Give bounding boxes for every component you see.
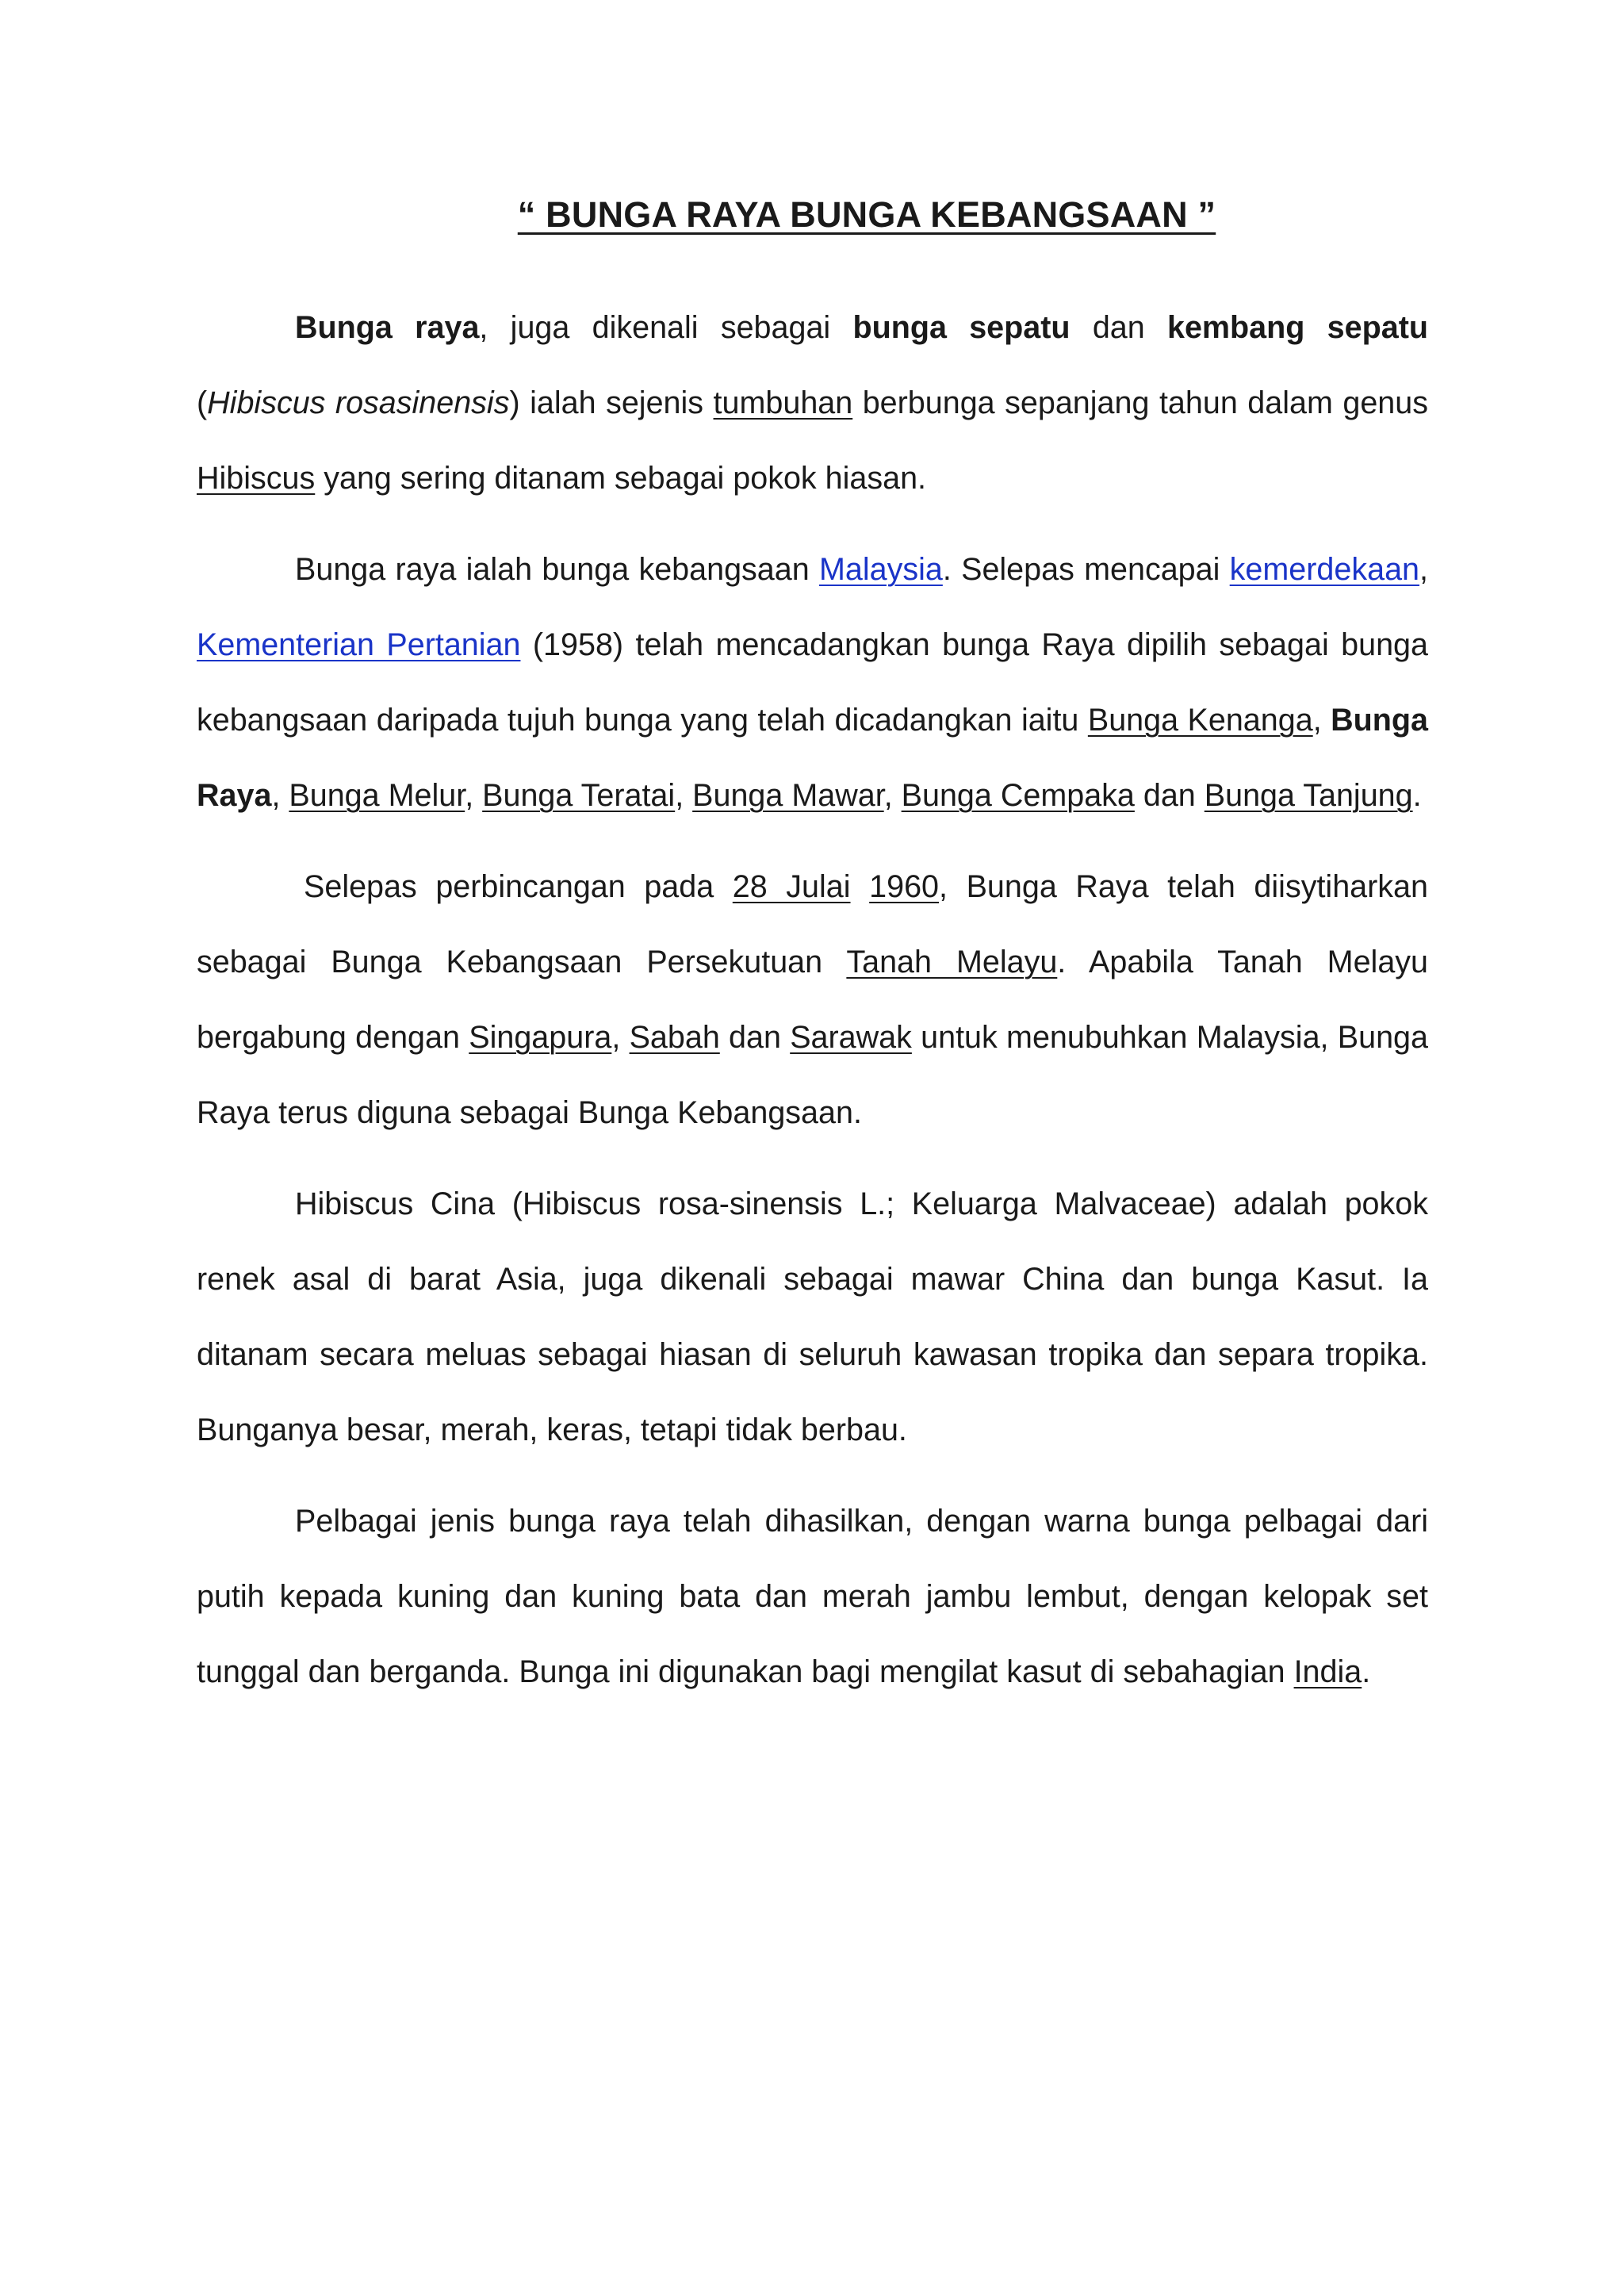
document-title-text: “ BUNGA RAYA BUNGA KEBANGSAAN ” — [517, 194, 1216, 235]
link-kementerian-pertanian[interactable]: Kementerian Pertanian — [197, 627, 521, 662]
text-run: yang sering ditanam sebagai pokok hiasan. — [315, 461, 927, 496]
link-bunga-tanjung[interactable]: Bunga Tanjung — [1204, 778, 1413, 813]
text-run: , — [465, 778, 483, 813]
link-28-julai[interactable]: 28 Julai — [732, 869, 851, 904]
text-run: , — [883, 778, 902, 813]
text-run: dan — [719, 1020, 791, 1055]
text-run: Bunga raya ialah bunga kebangsaan — [295, 552, 819, 587]
text-run: , — [1312, 703, 1331, 738]
text-run: , — [1419, 552, 1428, 587]
text-run: berbunga sepanjang tahun dalam genus — [852, 385, 1428, 420]
text-run: (1958) telah mencadangkan bunga Raya dipilih sebagai bunga kebangsaan daripada tujuh bunga yang telah dicadangkan iaitu — [197, 627, 1428, 738]
link-bunga-kenanga[interactable]: Bunga Kenanga — [1087, 703, 1313, 738]
text-run: . Apabila Tanah Melayu bergabung dengan — [197, 945, 1429, 1055]
text-run: , — [611, 1020, 630, 1055]
text-run: , juga dikenali sebagai — [479, 310, 853, 345]
text-run: . — [1412, 778, 1422, 813]
text-run: Pelbagai jenis bunga raya telah dihasilkan, dengan warna bunga pelbagai dari putih kepada kuning dan kuning bata dan merah jambu lembut, dengan kelopak set tunggal dan berganda. Bunga ini digunakan bagi mengilat kasut di sebahagian — [197, 1504, 1428, 1689]
paragraph-hibiscus-cina — [197, 1167, 1428, 1468]
link-kemerdekaan[interactable]: kemerdekaan — [1229, 552, 1420, 587]
link-india[interactable]: India — [1293, 1654, 1362, 1689]
paragraph-varieties — [197, 1484, 1428, 1710]
text-run: dan — [1134, 778, 1205, 813]
document-body — [197, 290, 1428, 1726]
paragraph-definition — [197, 290, 1428, 516]
term-bunga-raya-bold: Bunga Raya — [197, 703, 1429, 813]
text-run: , Bunga Raya telah diisytiharkan sebagai Bunga Kebangsaan Persekutuan — [197, 869, 1428, 979]
text-run: , — [675, 778, 693, 813]
link-tumbuhan[interactable]: tumbuhan — [713, 385, 853, 420]
text-run: dan — [1070, 310, 1167, 345]
paragraph-national-flower — [197, 532, 1428, 834]
term-kembang-sepatu: kembang sepatu — [1167, 310, 1428, 345]
text-run: Hibiscus Cina (Hibiscus rosa-sinensis L.; Keluarga Malvaceae) adalah pokok renek asal di barat Asia, juga dikenali sebagai mawar China dan bunga Kasut. Ia ditanam secara meluas sebagai hiasan di seluruh kawasan tropika dan separa tropika. Bunganya besar, merah, keras, tetapi tidak berbau. — [197, 1186, 1428, 1447]
link-bunga-melur[interactable]: Bunga Melur — [289, 778, 465, 813]
link-bunga-mawar[interactable]: Bunga Mawar — [692, 778, 884, 813]
link-hibiscus[interactable]: Hibiscus — [197, 461, 316, 496]
link-sabah[interactable]: Sabah — [629, 1020, 720, 1055]
term-bunga-sepatu: bunga sepatu — [852, 310, 1071, 345]
text-run: ( — [197, 385, 208, 420]
link-tanah-melayu[interactable]: Tanah Melayu — [846, 945, 1058, 979]
link-malaysia[interactable]: Malaysia — [818, 552, 943, 587]
link-bunga-teratai[interactable]: Bunga Teratai — [482, 778, 676, 813]
term-bunga-raya: Bunga raya — [295, 310, 480, 345]
document-title — [0, 194, 1624, 236]
text-run — [851, 869, 870, 904]
paragraph-declaration — [197, 849, 1428, 1151]
link-singapura[interactable]: Singapura — [469, 1020, 612, 1055]
text-run: untuk menubuhkan Malaysia, Bunga Raya terus diguna sebagai Bunga Kebangsaan. — [197, 1020, 1428, 1130]
text-run: ) ialah sejenis — [509, 385, 714, 420]
text-run: . Selepas mencapai — [942, 552, 1230, 587]
link-sarawak[interactable]: Sarawak — [790, 1020, 912, 1055]
text-run: , — [271, 778, 289, 813]
link-bunga-cempaka[interactable]: Bunga Cempaka — [901, 778, 1135, 813]
text-run: Selepas perbincangan pada — [304, 869, 733, 904]
scientific-name: Hibiscus rosasinensis — [207, 385, 510, 420]
text-run: . — [1362, 1654, 1371, 1689]
link-1960[interactable]: 1960 — [869, 869, 940, 904]
